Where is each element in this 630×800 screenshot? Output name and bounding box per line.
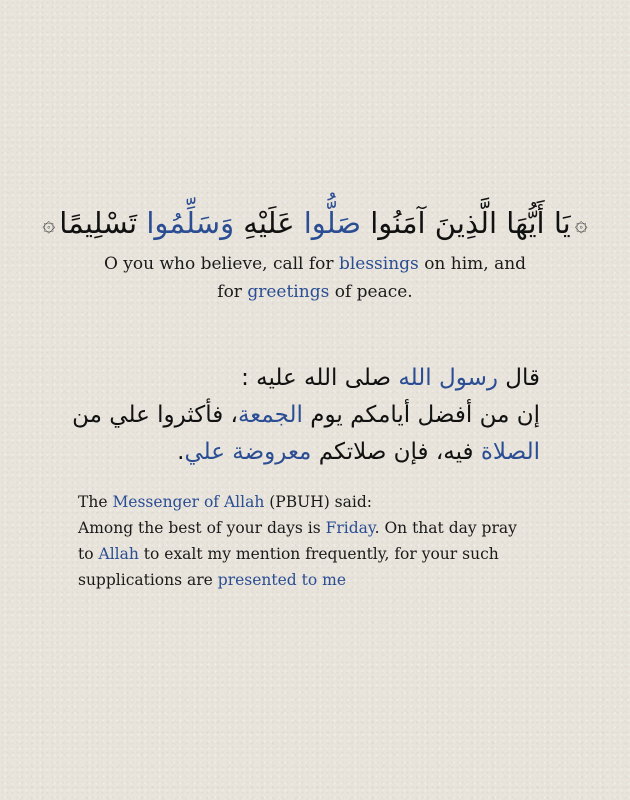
hadith-arabic-line xyxy=(60,434,540,471)
hadith-english-line xyxy=(78,567,598,593)
text-highlight: presented to me xyxy=(217,571,346,589)
hadith-arabic-line xyxy=(60,397,540,434)
ornament-right-icon: ۞ xyxy=(574,212,588,237)
text-highlight: الجمعة xyxy=(237,402,303,428)
text-highlight: greetings xyxy=(247,282,330,302)
verse-segment: يَا أَيُّهَا الَّذِينَ آمَنُوا xyxy=(370,206,571,240)
text-highlight: الصلاة xyxy=(480,439,540,465)
hadith-english-line xyxy=(78,515,598,541)
text-segment: to exalt my mention frequently, for your such xyxy=(143,545,499,563)
text-segment: (PBUH) said: xyxy=(269,493,372,511)
verse-segment-highlight: وَسَلِّمُوا xyxy=(146,206,235,240)
text-segment: to xyxy=(78,545,94,563)
text-highlight: Allah xyxy=(98,545,139,563)
text-segment: The xyxy=(78,493,108,511)
text-segment: . On that day pray xyxy=(374,519,517,537)
hadith-arabic-line xyxy=(60,360,540,397)
text-highlight: رسول الله xyxy=(398,365,498,391)
hadith-arabic xyxy=(60,360,540,471)
text-segment: for xyxy=(217,282,242,302)
text-segment: Among the best of your days is xyxy=(78,519,321,537)
text-segment: O you who believe, call for xyxy=(103,254,334,274)
text-highlight: معروضة علي xyxy=(184,439,312,465)
text-segment: supplications are xyxy=(78,571,213,589)
hadith-english xyxy=(78,489,598,593)
text-segment: قال xyxy=(505,365,540,391)
verse-translation-line xyxy=(0,278,630,306)
text-segment: . xyxy=(177,439,185,465)
text-highlight: Messenger of Allah xyxy=(112,493,265,511)
hadith-english-line xyxy=(78,489,598,515)
ornament-left-icon: ۞ xyxy=(42,212,56,237)
verse-segment: عَلَيْهِ xyxy=(243,206,295,240)
text-segment: of peace. xyxy=(334,282,413,302)
verse-translation xyxy=(0,250,630,306)
text-highlight: Friday xyxy=(325,519,375,537)
text-segment: on him, and xyxy=(424,254,527,274)
verse-segment-highlight: صَلُّوا xyxy=(303,206,361,240)
quran-verse-arabic xyxy=(0,200,630,248)
text-highlight: blessings xyxy=(338,254,419,274)
verse-segment: تَسْلِيمًا xyxy=(59,206,138,240)
text-segment: ، فأكثروا علي من xyxy=(72,402,238,428)
text-segment: إن من أفضل أيامكم يوم xyxy=(310,402,540,428)
text-segment: صلى الله عليه : xyxy=(241,365,392,391)
verse-translation-line xyxy=(0,250,630,278)
text-segment: فيه، فإن صلاتكم xyxy=(318,439,474,465)
hadith-english-line xyxy=(78,541,598,567)
